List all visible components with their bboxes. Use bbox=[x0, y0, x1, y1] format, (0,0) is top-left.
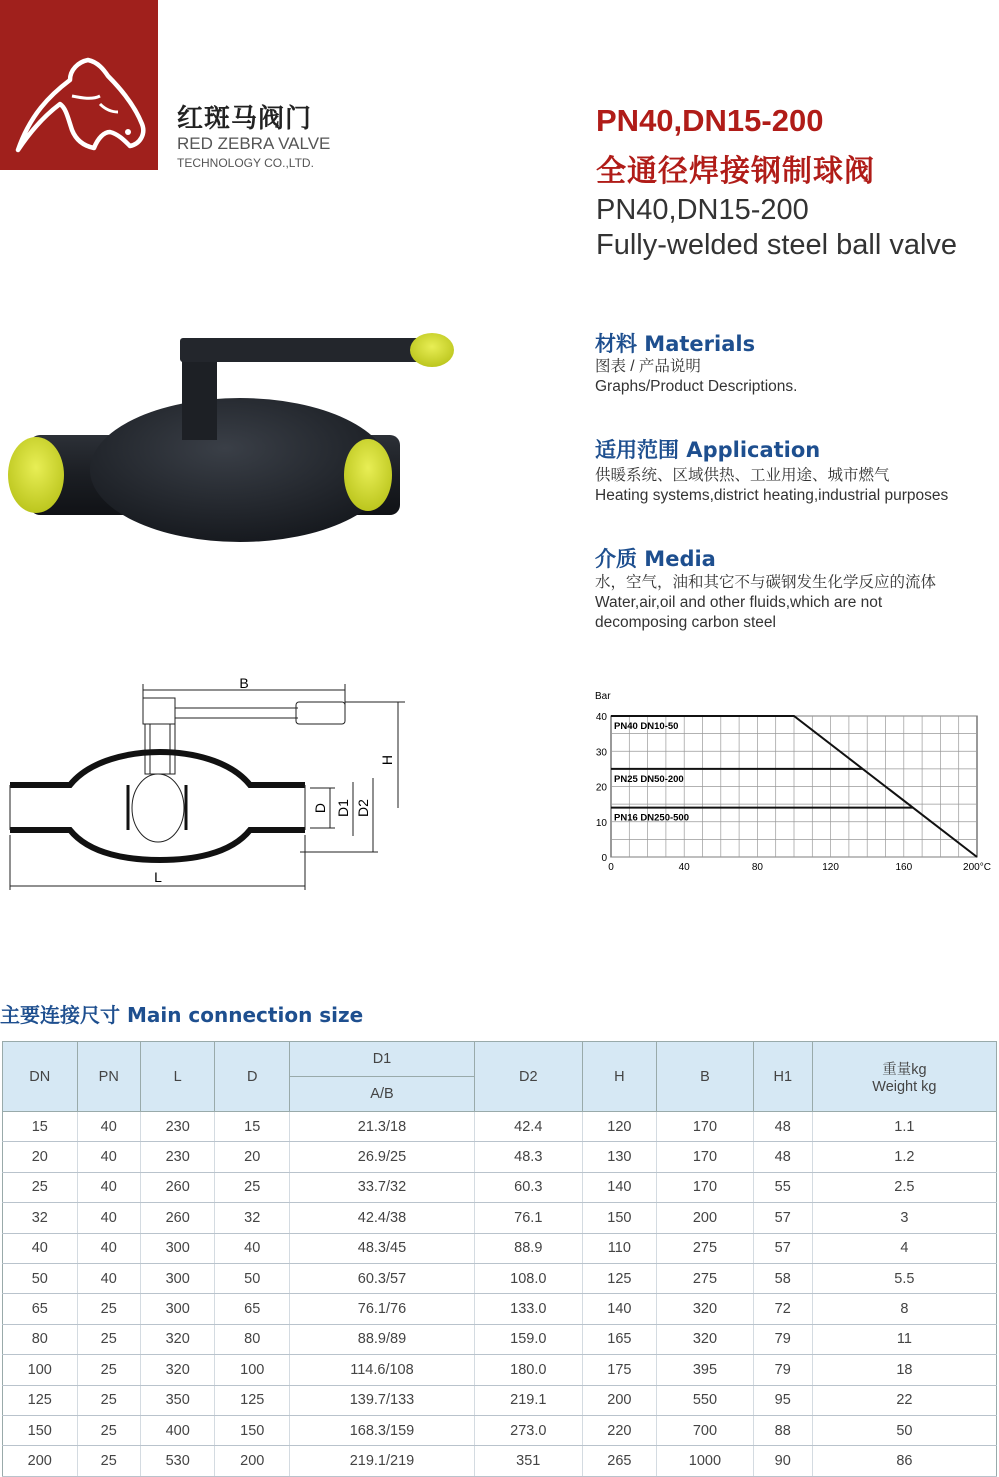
table-cell: 40 bbox=[77, 1142, 140, 1172]
table-cell: 20 bbox=[3, 1142, 78, 1172]
table-cell: 114.6/108 bbox=[289, 1355, 474, 1385]
table-cell: 180.0 bbox=[474, 1355, 582, 1385]
table-cell: 130 bbox=[582, 1142, 657, 1172]
table-cell: 530 bbox=[140, 1446, 215, 1476]
table-cell: 150 bbox=[582, 1203, 657, 1233]
table-row bbox=[3, 1385, 997, 1415]
x-tick-label: 80 bbox=[751, 862, 763, 873]
table-cell: 320 bbox=[140, 1355, 215, 1385]
table-cell: 40 bbox=[215, 1233, 290, 1263]
table-cell: 58 bbox=[753, 1263, 812, 1293]
brand-logo bbox=[0, 0, 158, 170]
connection-size-table bbox=[2, 1041, 997, 1477]
materials-heading: 材料 Materials bbox=[595, 332, 756, 356]
table-cell: 79 bbox=[753, 1355, 812, 1385]
table-cell: 40 bbox=[77, 1233, 140, 1263]
table-cell: 50 bbox=[3, 1263, 78, 1293]
product-name-cn: 全通径焊接钢制球阀 bbox=[596, 154, 875, 189]
table-cell: 550 bbox=[657, 1385, 754, 1415]
table-cell: 140 bbox=[582, 1172, 657, 1202]
table-cell: 351 bbox=[474, 1446, 582, 1476]
table-cell: 1.1 bbox=[812, 1112, 996, 1142]
x-tick-label: 0 bbox=[608, 862, 614, 873]
table-cell: 125 bbox=[582, 1263, 657, 1293]
col-h: H bbox=[582, 1042, 657, 1112]
table-cell: 110 bbox=[582, 1233, 657, 1263]
table-cell: 5.5 bbox=[812, 1263, 996, 1293]
y-tick-label: 30 bbox=[595, 747, 607, 759]
y-tick-label: 40 bbox=[595, 712, 607, 723]
table-cell: 57 bbox=[753, 1203, 812, 1233]
table-cell: 25 bbox=[3, 1172, 78, 1202]
col-weight bbox=[812, 1042, 996, 1112]
y-axis-label: Bar bbox=[595, 691, 611, 702]
table-cell: 140 bbox=[582, 1294, 657, 1324]
application-text-en: Heating systems,district heating,industrial purposes bbox=[595, 487, 949, 504]
table-cell: 88.9/89 bbox=[289, 1324, 474, 1354]
valve-photo bbox=[0, 320, 470, 550]
table-cell: 320 bbox=[657, 1294, 754, 1324]
table-cell: 25 bbox=[77, 1415, 140, 1445]
table-cell: 1.2 bbox=[812, 1142, 996, 1172]
table-cell: 40 bbox=[3, 1233, 78, 1263]
table-cell: 25 bbox=[215, 1172, 290, 1202]
table-cell: 350 bbox=[140, 1385, 215, 1415]
table-cell: 42.4 bbox=[474, 1112, 582, 1142]
label-d: D bbox=[312, 802, 328, 814]
table-cell: 395 bbox=[657, 1355, 754, 1385]
table-cell: 90 bbox=[753, 1446, 812, 1476]
product-model: PN40,DN15-200 bbox=[596, 194, 809, 226]
table-cell: 170 bbox=[657, 1112, 754, 1142]
table-row bbox=[3, 1355, 997, 1385]
table-cell: 76.1/76 bbox=[289, 1294, 474, 1324]
table-cell: 300 bbox=[140, 1294, 215, 1324]
brand-name-en: RED ZEBRA VALVE bbox=[177, 134, 331, 153]
table-cell: 50 bbox=[215, 1263, 290, 1293]
table-cell: 125 bbox=[215, 1385, 290, 1415]
table-cell: 100 bbox=[3, 1355, 78, 1385]
product-model-red: PN40,DN15-200 bbox=[596, 103, 824, 138]
table-cell: 168.3/159 bbox=[289, 1415, 474, 1445]
table-cell: 200 bbox=[215, 1446, 290, 1476]
table-cell: 32 bbox=[215, 1203, 290, 1233]
table-cell: 60.3 bbox=[474, 1172, 582, 1202]
table-cell: 50 bbox=[812, 1415, 996, 1445]
table-cell: 25 bbox=[77, 1446, 140, 1476]
table-cell: 21.3/18 bbox=[289, 1112, 474, 1142]
col-d2: D2 bbox=[474, 1042, 582, 1112]
application-text-cn: 供暖系统、区域供热、工业用途、城市燃气 bbox=[595, 467, 890, 484]
table-cell: 33.7/32 bbox=[289, 1172, 474, 1202]
table-cell: 88.9 bbox=[474, 1233, 582, 1263]
label-b: B bbox=[239, 675, 249, 691]
table-cell: 220 bbox=[582, 1415, 657, 1445]
table-cell: 200 bbox=[657, 1203, 754, 1233]
table-cell: 300 bbox=[140, 1263, 215, 1293]
table-cell: 139.7/133 bbox=[289, 1385, 474, 1415]
table-cell: 60.3/57 bbox=[289, 1263, 474, 1293]
series-label: PN16 DN250-500 bbox=[614, 812, 689, 824]
table-cell: 3 bbox=[812, 1203, 996, 1233]
table-cell: 320 bbox=[140, 1324, 215, 1354]
table-cell: 150 bbox=[215, 1415, 290, 1445]
table-row bbox=[3, 1142, 997, 1172]
product-name-en: Fully-welded steel ball valve bbox=[596, 229, 958, 261]
table-row bbox=[3, 1324, 997, 1354]
brand-name-cn: 红斑马阀门 bbox=[177, 104, 313, 134]
x-tick-label: 200°C bbox=[963, 862, 991, 873]
table-cell: 170 bbox=[657, 1142, 754, 1172]
table-cell: 25 bbox=[77, 1294, 140, 1324]
table-cell: 20 bbox=[215, 1142, 290, 1172]
table-cell: 8 bbox=[812, 1294, 996, 1324]
table-cell: 40 bbox=[77, 1172, 140, 1202]
table-row bbox=[3, 1203, 997, 1233]
table-cell: 72 bbox=[753, 1294, 812, 1324]
table-row bbox=[3, 1415, 997, 1445]
dimension-drawing bbox=[0, 660, 420, 900]
table-cell: 120 bbox=[582, 1112, 657, 1142]
materials-text-cn: 图表 / 产品说明 bbox=[595, 358, 701, 375]
table-cell: 25 bbox=[77, 1324, 140, 1354]
table-cell: 18 bbox=[812, 1355, 996, 1385]
y-tick-label: 10 bbox=[595, 817, 607, 829]
table-row bbox=[3, 1112, 997, 1142]
table-cell: 22 bbox=[812, 1385, 996, 1415]
label-d1: D1 bbox=[335, 799, 351, 817]
table-cell: 219.1/219 bbox=[289, 1446, 474, 1476]
table-cell: 133.0 bbox=[474, 1294, 582, 1324]
table-cell: 48.3/45 bbox=[289, 1233, 474, 1263]
table-cell: 40 bbox=[77, 1263, 140, 1293]
col-d1-sub: A/B bbox=[289, 1077, 474, 1112]
series-label: PN25 DN50-200 bbox=[614, 773, 684, 785]
table-cell: 95 bbox=[753, 1385, 812, 1415]
table-cell: 175 bbox=[582, 1355, 657, 1385]
table-row bbox=[3, 1172, 997, 1202]
col-weight-en: Weight kg bbox=[872, 1079, 937, 1095]
series-label: PN40 DN10-50 bbox=[614, 721, 679, 732]
table-cell: 40 bbox=[77, 1112, 140, 1142]
table-cell: 25 bbox=[77, 1385, 140, 1415]
horse-head-icon bbox=[0, 0, 158, 170]
table-cell: 260 bbox=[140, 1172, 215, 1202]
label-d2: D2 bbox=[355, 799, 371, 817]
label-h: H bbox=[379, 754, 395, 766]
col-d1: D1 bbox=[289, 1042, 474, 1077]
label-l: L bbox=[154, 869, 162, 885]
table-cell: 170 bbox=[657, 1172, 754, 1202]
table-cell: 48.3 bbox=[474, 1142, 582, 1172]
table-cell: 300 bbox=[140, 1233, 215, 1263]
application-heading: 适用范围 Application bbox=[595, 438, 821, 462]
table-cell: 65 bbox=[3, 1294, 78, 1324]
table-cell: 2.5 bbox=[812, 1172, 996, 1202]
chart-svg bbox=[585, 685, 999, 880]
table-cell: 32 bbox=[3, 1203, 78, 1233]
brand-subtitle: TECHNOLOGY CO.,LTD. bbox=[177, 156, 314, 170]
col-d: D bbox=[215, 1042, 290, 1112]
table-cell: 55 bbox=[753, 1172, 812, 1202]
table-cell: 320 bbox=[657, 1324, 754, 1354]
table-cell: 260 bbox=[140, 1203, 215, 1233]
table-cell: 80 bbox=[3, 1324, 78, 1354]
table-cell: 11 bbox=[812, 1324, 996, 1354]
table-cell: 700 bbox=[657, 1415, 754, 1445]
table-cell: 273.0 bbox=[474, 1415, 582, 1445]
table-cell: 40 bbox=[77, 1203, 140, 1233]
table-cell: 26.9/25 bbox=[289, 1142, 474, 1172]
table-cell: 165 bbox=[582, 1324, 657, 1354]
col-h1: H1 bbox=[753, 1042, 812, 1112]
table-cell: 1000 bbox=[657, 1446, 754, 1476]
x-tick-label: 120 bbox=[822, 862, 839, 873]
col-dn: DN bbox=[3, 1042, 78, 1112]
table-cell: 100 bbox=[215, 1355, 290, 1385]
media-text-en-1: Water,air,oil and other fluids,which are not bbox=[595, 594, 883, 611]
table-cell: 15 bbox=[215, 1112, 290, 1142]
table-cell: 400 bbox=[140, 1415, 215, 1445]
table-cell: 48 bbox=[753, 1142, 812, 1172]
pressure-temperature-chart bbox=[585, 685, 999, 880]
table-row bbox=[3, 1233, 997, 1263]
x-tick-label: 160 bbox=[895, 862, 913, 873]
table-cell: 125 bbox=[3, 1385, 78, 1415]
table-cell: 86 bbox=[812, 1446, 996, 1476]
table-row bbox=[3, 1294, 997, 1324]
table-cell: 42.4/38 bbox=[289, 1203, 474, 1233]
table-cell: 219.1 bbox=[474, 1385, 582, 1415]
col-pn: PN bbox=[77, 1042, 140, 1112]
y-tick-label: 0 bbox=[601, 853, 607, 864]
col-b: B bbox=[657, 1042, 754, 1112]
x-tick-label: 40 bbox=[678, 862, 690, 873]
table-cell: 79 bbox=[753, 1324, 812, 1354]
table-cell: 150 bbox=[3, 1415, 78, 1445]
media-text-en-2: decomposing carbon steel bbox=[595, 614, 776, 631]
y-tick-label: 20 bbox=[595, 782, 607, 794]
table-cell: 76.1 bbox=[474, 1203, 582, 1233]
table-cell: 200 bbox=[3, 1446, 78, 1476]
table-cell: 108.0 bbox=[474, 1263, 582, 1293]
media-heading: 介质 Media bbox=[595, 547, 716, 571]
table-title: 主要连接尺寸 Main connection size bbox=[0, 1003, 364, 1027]
table-row bbox=[3, 1263, 997, 1293]
table-cell: 65 bbox=[215, 1294, 290, 1324]
table-cell: 15 bbox=[3, 1112, 78, 1142]
table-cell: 275 bbox=[657, 1263, 754, 1293]
table-cell: 48 bbox=[753, 1112, 812, 1142]
table-cell: 230 bbox=[140, 1112, 215, 1142]
table-cell: 159.0 bbox=[474, 1324, 582, 1354]
col-l: L bbox=[140, 1042, 215, 1112]
col-weight-cn: 重量kg bbox=[882, 1062, 927, 1078]
table-cell: 4 bbox=[812, 1233, 996, 1263]
table-cell: 265 bbox=[582, 1446, 657, 1476]
table-cell: 57 bbox=[753, 1233, 812, 1263]
table-cell: 25 bbox=[77, 1355, 140, 1385]
table-cell: 88 bbox=[753, 1415, 812, 1445]
table-cell: 80 bbox=[215, 1324, 290, 1354]
media-text-cn: 水，空气，油和其它不与碳钢发生化学反应的流体 bbox=[595, 574, 937, 591]
table-cell: 200 bbox=[582, 1385, 657, 1415]
table-row bbox=[3, 1446, 997, 1476]
table-cell: 230 bbox=[140, 1142, 215, 1172]
table-cell: 275 bbox=[657, 1233, 754, 1263]
materials-text-en: Graphs/Product Descriptions. bbox=[595, 378, 798, 395]
